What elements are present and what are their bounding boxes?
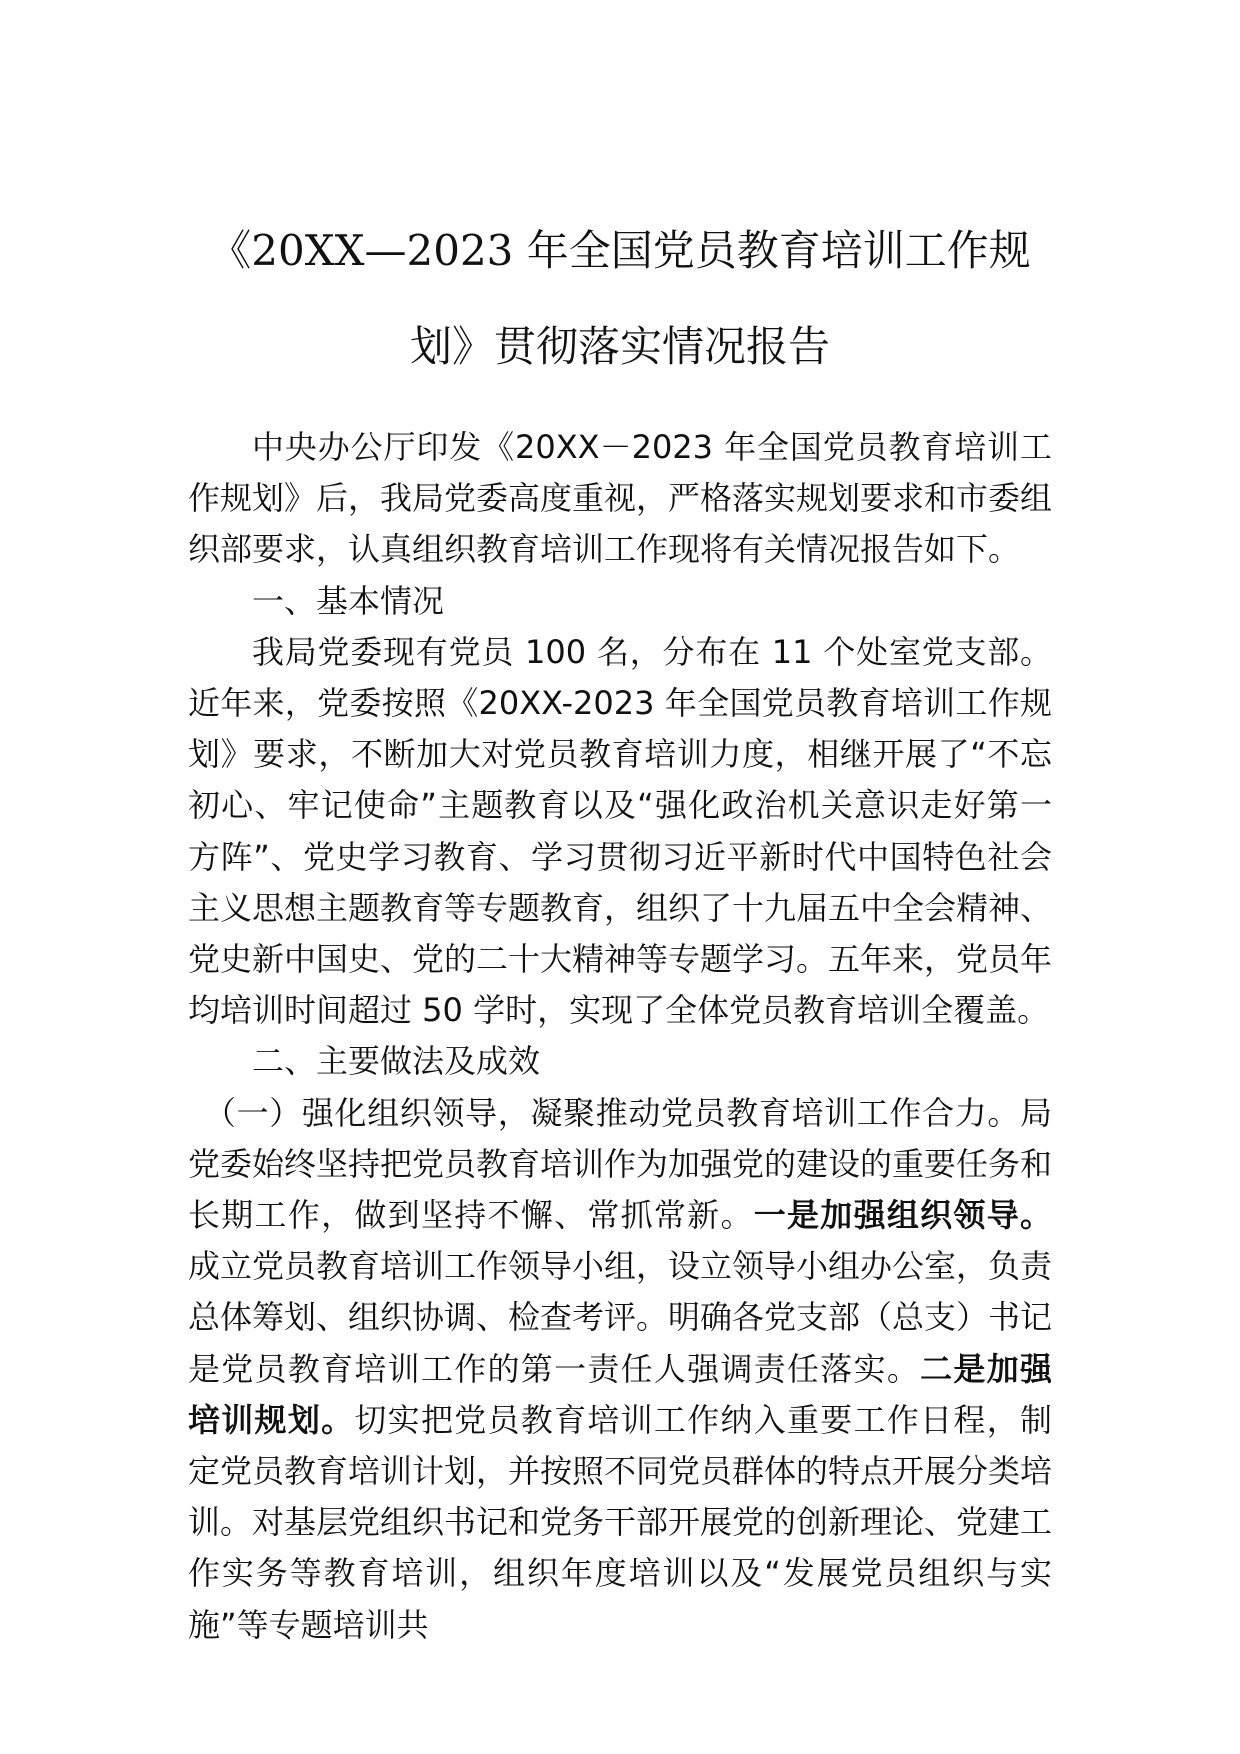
section-heading-practices: 二、主要做法及成效 bbox=[252, 1042, 541, 1081]
practices-paragraph bbox=[188, 1088, 1052, 1651]
document-body bbox=[188, 422, 1052, 1651]
practices-point-one: 一是加强组织领导。 bbox=[753, 1196, 1052, 1235]
intro-paragraph: 中央办公厅印发《20XX－2023 年全国党员教育培训工作规划》后，我局党委高度重视，严格落实规划要求和市委组织部要求，认真组织教育培训工作现将有关情况报告如下。 bbox=[188, 428, 1053, 569]
section-heading-basic: 一、基本情况 bbox=[252, 581, 445, 620]
practices-point-two: 二是加强培训规划。 bbox=[188, 1349, 1052, 1439]
practices-text-c: 成立党员教育培训工作领导小组，设立领导小组办公室，负责总体筹划、组织协调、检查考评。明确各党支部（总支）书记是党员教育培训工作的第一责任人强调责任落实。 bbox=[188, 1247, 1053, 1388]
title-line-2: 划》贯彻落实情况报告 bbox=[409, 322, 830, 371]
practices-text-a: （一）强化组织领导，凝聚推动党员教育培训工作合力。局党委始终坚持把党员教育培训作为加强党的建设的重要任务和长期工作，做到坚持不懈、常抓常新。 bbox=[188, 1093, 1053, 1235]
practices-text-e: 切实把党员教育培训工作纳入重要工作日程，制定党员教育培训计划，并按照不同党员群体的特点开展分类培训。对基层党组织书记和党务干部开展党的创新理论、党建工作实务等教育培训，组织年度培训以及“发展党员组织与实施”等专题培训共 bbox=[188, 1400, 1053, 1644]
document-title bbox=[160, 203, 1080, 395]
title-line-1: 《20XX—2023 年全国党员教育培训工作规 bbox=[209, 226, 1031, 275]
basic-situation-paragraph: 我局党委现有党员 100 名，分布在 11 个处室党支部。近年来，党委按照《20XX-2023 年全国党员教育培训工作规划》要求，不断加大对党员教育培训力度，相继开展了“不忘初心、牢记使命”主题教育以及“强化政治机关意识走好第一方阵”、党史学习教育、学习贯彻习近平新时代中国特色社会主义思想主题教育等专题教育，组织了十九届五中全会精神、党史新中国史、党的二十大精神等专题学习。五年来，党员年均培训时间超过 50 学时，实现了全体党员教育培训全覆盖。 bbox=[188, 632, 1053, 1030]
